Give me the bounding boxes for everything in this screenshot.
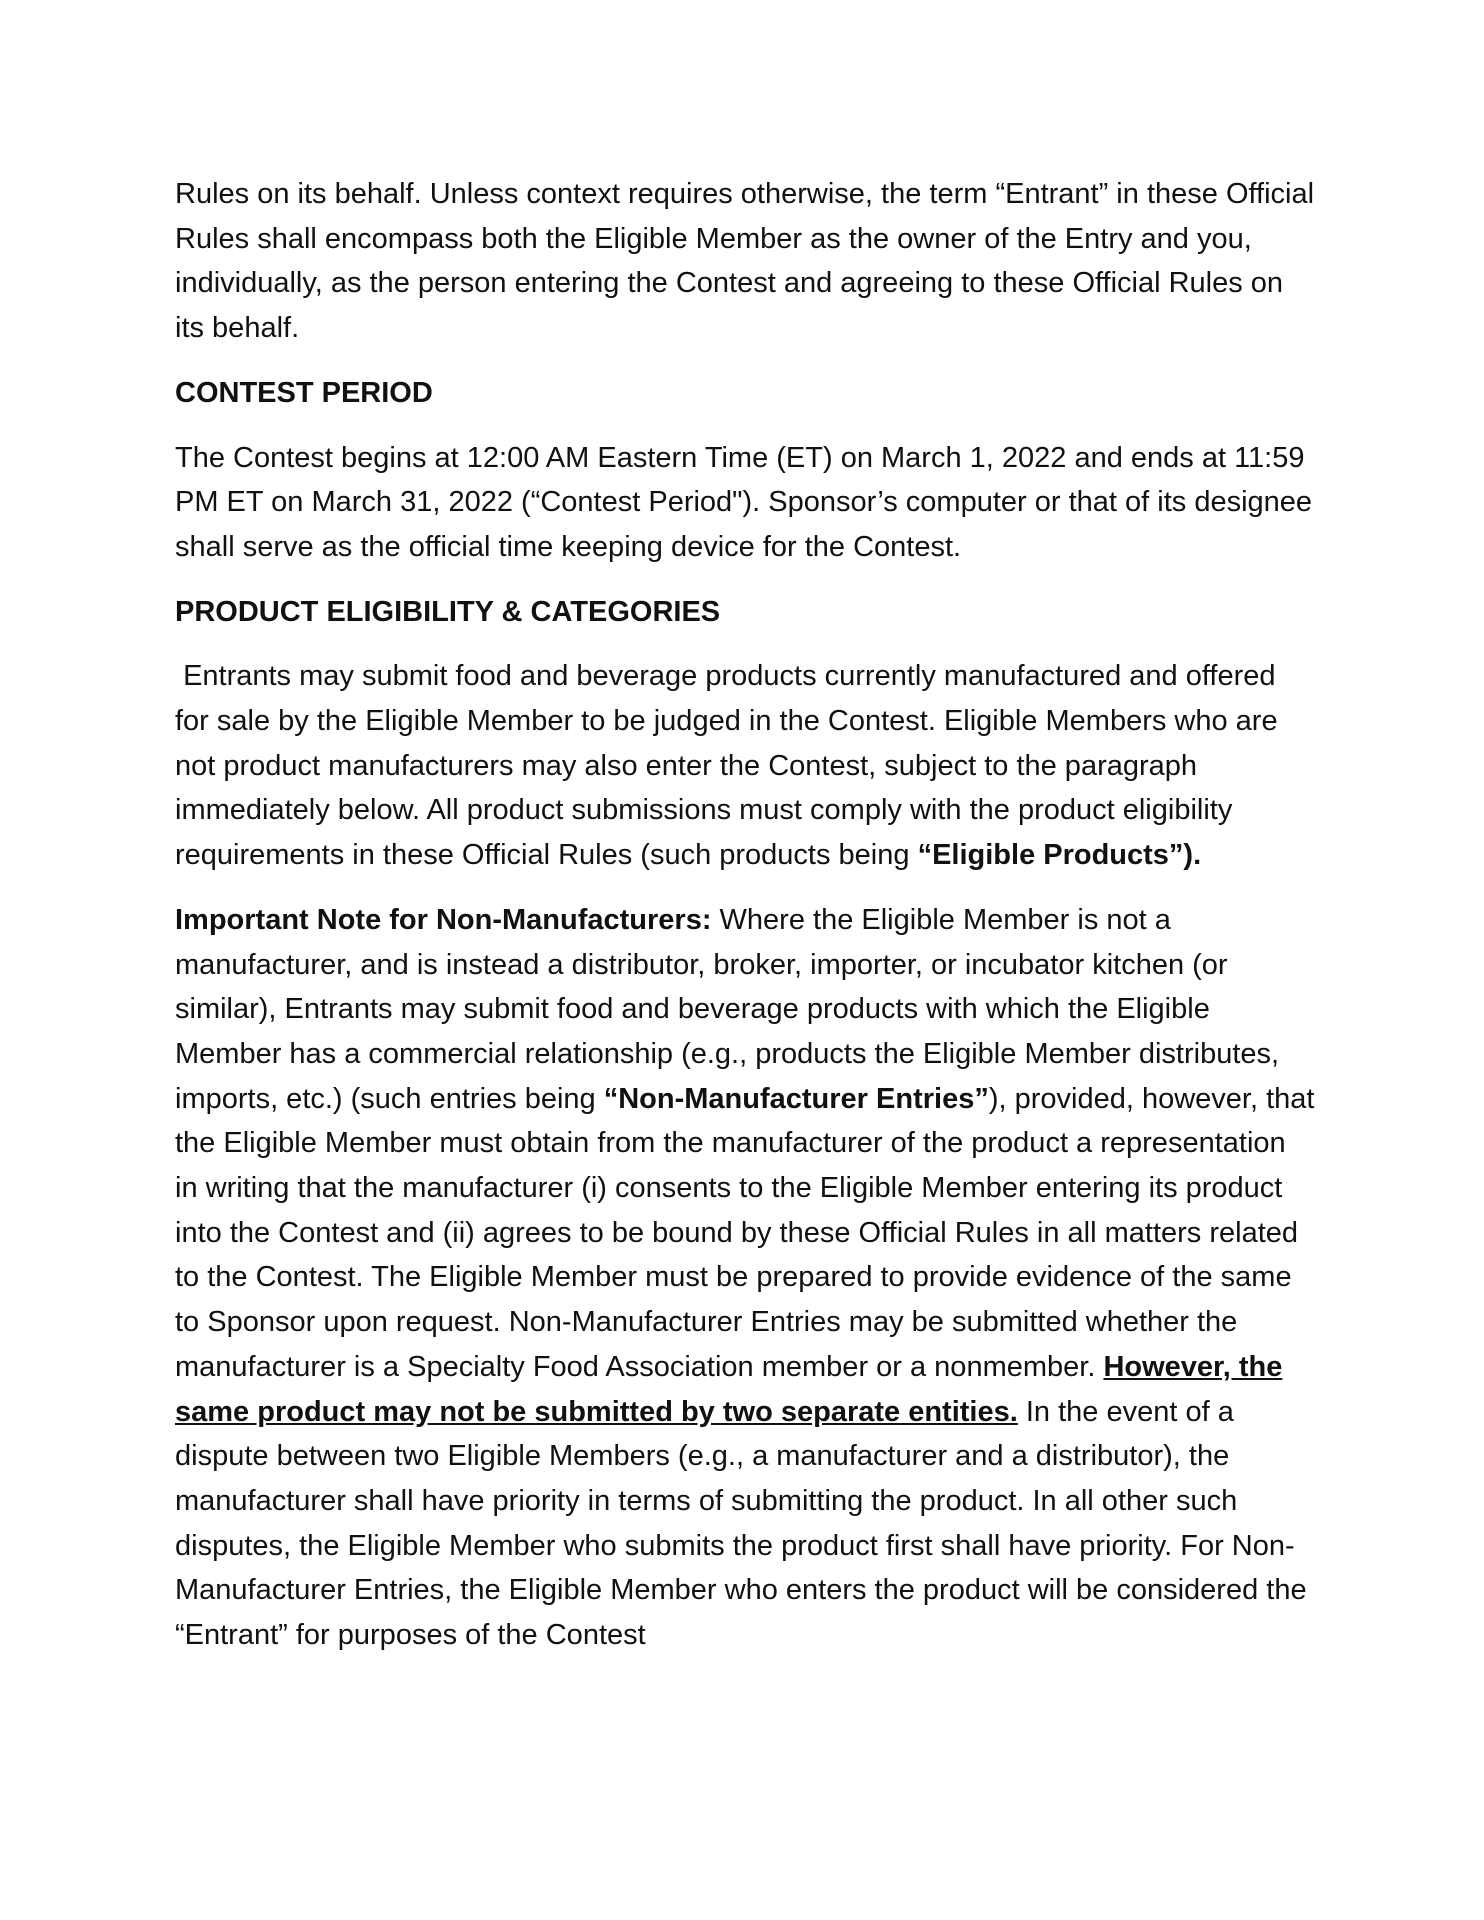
paragraph-eligibility bbox=[175, 654, 1315, 878]
non-manufacturers-text-3: In the event of a dispute between two Eligible Members (e.g., a manufacturer and a distributor), the manufacturer shall have priority in terms of submitting the product. In all other such disputes, the Eligible Member who submits the product first shall have priority. For Non-Manufacturer Entries, the Eligible Member who enters the product will be considered the “Entrant” for purposes of the Contest bbox=[175, 1395, 1307, 1652]
paragraph-eligibility-text: Entrants may submit food and beverage products currently manufactured and offered for sale by the Eligible Member to be judged in the Contest. Eligible Members who are not product manufacturers may also enter the Contest, subject to the paragraph immediately below. All product submissions must comply with the product eligibility requirements in these Official Rules (such products being bbox=[175, 660, 1286, 872]
non-manufacturer-entries-term: “Non-Manufacturer Entries” bbox=[603, 1082, 989, 1115]
paragraph-intro-text: Rules on its behalf. Unless context requires otherwise, the term “Entrant” in these Official Rules shall encompass both the Eligible Member as the owner of the Entry and you, individually, as the person entering the Contest and agreeing to these Official Rules on its behalf. bbox=[175, 178, 1315, 345]
eligible-products-term: “Eligible Products”). bbox=[917, 839, 1202, 872]
important-note-label: Important Note for Non-Manufacturers: bbox=[175, 903, 712, 936]
paragraph-non-manufacturers bbox=[175, 898, 1315, 1658]
paragraph-contest-period bbox=[175, 436, 1315, 570]
paragraph-contest-period-text: The Contest begins at 12:00 AM Eastern Time (ET) on March 1, 2022 and ends at 11:59 PM ET on March 31, 2022 (“Contest Period"). Sponsor’s computer or that of its designee shall serve as the official time keeping device for the Contest. bbox=[175, 441, 1313, 563]
non-manufacturers-text-1: Where the Eligible Member is not a manufacturer, and is instead a distributor, broker, importer, or incubator kitchen (or similar), Entrants may submit food and beverage products with which the Eligible Member has a commercial relationship (e.g., products the Eligible Member distributes, imports, etc.) (such entries being bbox=[175, 903, 1280, 1115]
non-manufacturers-text-2: ), provided, however, that the Eligible Member must obtain from the manufacturer of the product a representation in writing that the manufacturer (i) consents to the Eligible Member entering its product into the Contest and (ii) agrees to be bound by these Official Rules in all matters related to the Contest. The Eligible Member must be prepared to provide evidence of the same to Sponsor upon request. Non-Manufacturer Entries may be submitted whether the manufacturer is a Specialty Food Association member or a nonmember. bbox=[175, 1082, 1315, 1383]
heading-contest-period: CONTEST PERIOD bbox=[175, 376, 433, 409]
heading-product-eligibility: PRODUCT ELIGIBILITY & CATEGORIES bbox=[175, 595, 721, 628]
same-product-restriction: However, the same product may not be submitted by two separate entities. bbox=[175, 1350, 1283, 1428]
document-page bbox=[175, 172, 1315, 1678]
paragraph-intro bbox=[175, 172, 1315, 351]
